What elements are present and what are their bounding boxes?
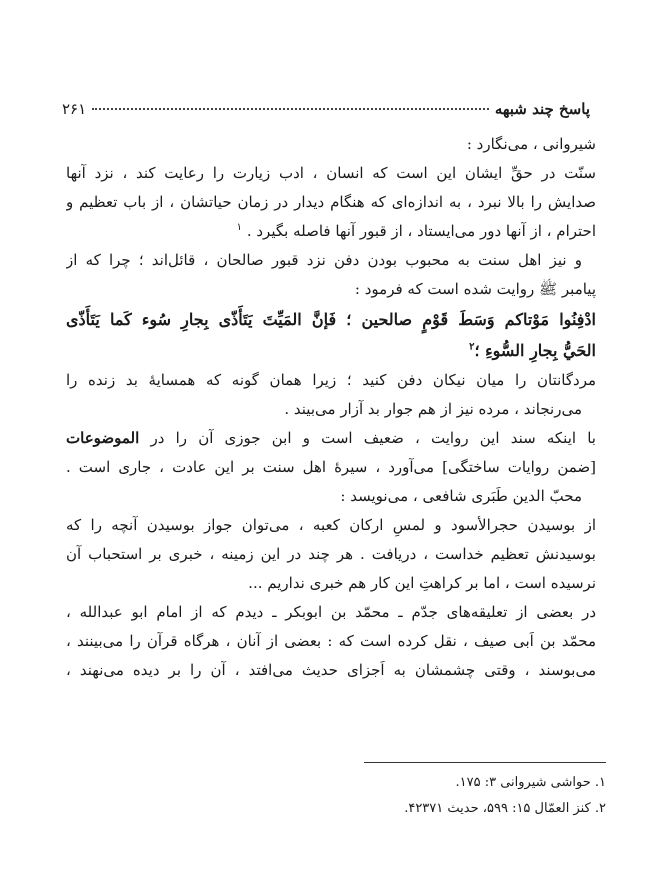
text-line: شیروانی ، می‌نگارد :	[466, 135, 596, 153]
book-title: الموضوعات	[66, 429, 140, 447]
text-line: محبّ الدین طَبَری شافعی ، می‌نویسد :	[340, 487, 582, 505]
text-line: نرسیده است ، اما بر کراهتِ این کار هم خبری نداریم ...	[248, 574, 596, 592]
footnotes	[246, 770, 606, 822]
text-line: پیامبر ﷺ روایت شده است که فرمود :	[354, 280, 596, 298]
text-line: [ضمن روایات ساختگی] می‌آورد ، سیرهٔ اهل سنت بر این عادت ، جاری است .	[66, 458, 596, 476]
hadith-arabic-line: ادْفِنُوا مَوْتاكم وَسَطَ قَوْمٍ صالحين ؛ فَإنَّ المَيِّتَ يَتَأَذّى بِجارِ سُوء كَما يَتَأَذّى	[66, 310, 596, 329]
text-line: در بعضی از تعلیقه‌های جدّم ـ محمّد بن ابوبکر ـ دیدم که از امام ابو عبدالله ،	[66, 603, 596, 621]
footnote: ۲. کنز العمّال ۱۵: ۵۹۹، حدیث ۴۲۳۷۱.	[404, 801, 606, 816]
page-number: ۲۶۱	[62, 100, 87, 118]
text-line: با اینکه سند این روایت ، ضعیف است و ابن جوزی آن را در الموضوعات	[66, 429, 596, 447]
footnote-divider	[364, 762, 606, 763]
running-header	[62, 100, 590, 124]
text-line: از بوسیدن حجرالأسود و لمسِ ارکان کعبه ، می‌توان جواز بوسیدن آنچه را که	[66, 516, 596, 534]
text-line: احترام ، از آنها دور می‌ایستاد ، از قبور آنها فاصله بگیرد . $^۱$	[236, 222, 596, 240]
text-line: و نیز اهل سنت به محبوب بودن دفن نزد قبور صالحان ، قائل‌اند ؛ چرا که از	[66, 251, 582, 269]
main-text	[66, 130, 596, 685]
text-line: بوسیدنش تعظیم خداست ، دریافت . هر چند در این زمینه ، خبری بر استحباب آن	[66, 545, 596, 563]
text-line: سنّت در حقِّ ایشان این است که انسان ، ادب زیارت را رعایت کند ، نزد آنها	[66, 164, 596, 182]
text-line: می‌رنجاند ، مرده نیز از هم جوار بد آزار می‌بیند .	[284, 400, 582, 418]
header-leader-dots	[92, 107, 489, 110]
footnote: ۱. حواشی شیروانی ۳: ۱۷۵.	[455, 775, 606, 790]
text-line: مردگانتان را میان نیکان دفن کنید ؛ زیرا همان گونه که همسایهٔ بد زنده را	[66, 371, 596, 389]
header-title: پاسخ چند شبهه	[494, 100, 590, 118]
text-line: محمّد بن اَبی صیف ، نقل کرده است که : بعضی از آنان ، هرگاه قرآن را می‌بینند ،	[66, 632, 596, 650]
text-line: می‌بوسند ، وقتی چشمشان به اَجزای حدیث می‌افتد ، آن را بر دیده می‌نهند ،	[66, 661, 596, 679]
footnote-ref: ۲	[469, 341, 475, 353]
footnote-ref: ۱	[236, 222, 243, 233]
hadith-arabic-line: الحَيُّ بِجارِ السُّوءِ ؛$^۲$	[469, 341, 596, 360]
text-line: صدایش را بالا نبرد ، به اندازه‌ای که هنگام دیدار در زمان حیاتشان ، از باب تعظیم و	[66, 193, 596, 211]
